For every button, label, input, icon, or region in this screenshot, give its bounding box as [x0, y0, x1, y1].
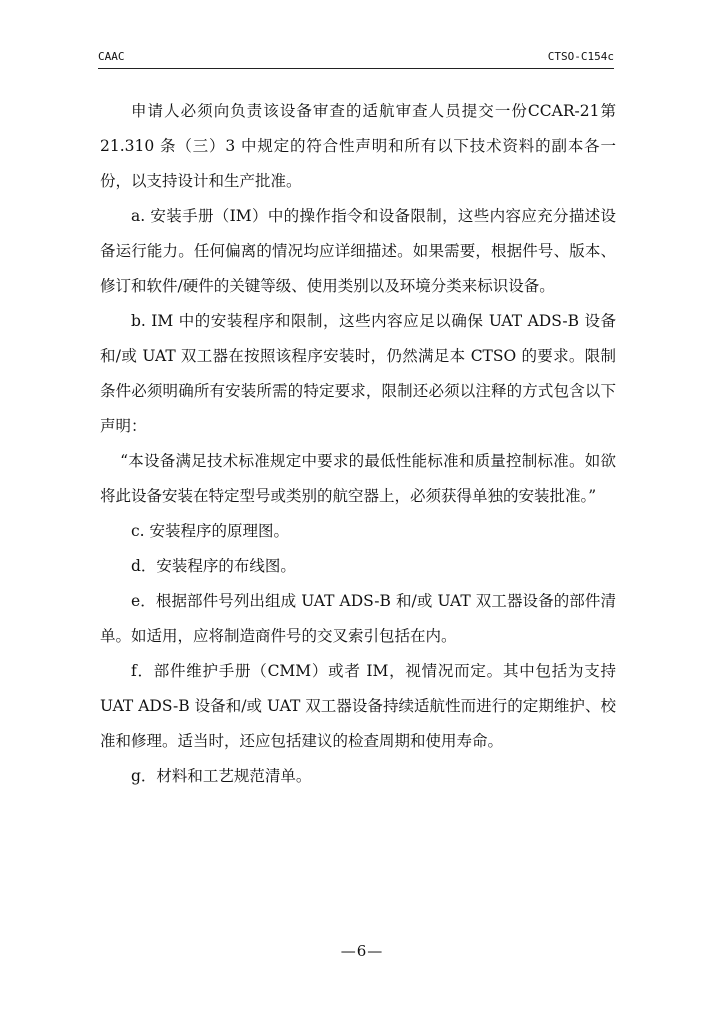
header-rule [98, 68, 614, 69]
paragraph-item-a: a. 安装手册（IM）中的操作指令和设备限制，这些内容应充分描述设备运行能力。任何偏离的情况均应详细描述。如果需要，根据件号、版本、修订和软件/硬件的关键等级、使用类别以及环境分类来标识设备。 [100, 207, 616, 295]
paragraph-item-b: b. IM 中的安装程序和限制，这些内容应足以确保 UAT ADS-B 设备和/或 UAT 双工器在按照该程序安装时，仍然满足本 CTSO 的要求。限制条件必须明确所有安装所需的特定要求，限制还必须以注释的方式包含以下声明： [100, 312, 616, 435]
page-header [98, 50, 614, 68]
paragraph-item-c: c. 安装程序的原理图。 [131, 522, 290, 540]
page-number: —6— [340, 942, 384, 960]
header-org: CAAC [98, 50, 125, 63]
paragraph-quote: “本设备满足技术标准规定中要求的最低性能标准和质量控制标准。如欲将此设备安装在特定型号或类别的航空器上，必须获得单独的安装批准。” [100, 452, 616, 505]
paragraph-intro: 申请人必须向负责该设备审查的适航审查人员提交一份CCAR-21第 21.310 条（三）3 中规定的符合性声明和所有以下技术资料的副本各一份，以支持设计和生产批准。 [100, 102, 616, 190]
header-doc-id: CTSO-C154c [547, 50, 614, 63]
paragraph-item-e: e．根据部件号列出组成 UAT ADS-B 和/或 UAT 双工器设备的部件清单。如适用，应将制造商件号的交叉索引包括在内。 [100, 592, 616, 645]
document-body [100, 94, 616, 794]
paragraph-item-d: d．安装程序的布线图。 [131, 557, 296, 575]
paragraph-item-f: f．部件维护手册（CMM）或者 IM，视情况而定。其中包括为支持 UAT ADS-B 设备和/或 UAT 双工器设备持续适航性而进行的定期维护、校准和修理。适当时，还应包括建议的检查周期和使用寿命。 [100, 662, 616, 750]
paragraph-item-g: g．材料和工艺规范清单。 [131, 767, 312, 785]
